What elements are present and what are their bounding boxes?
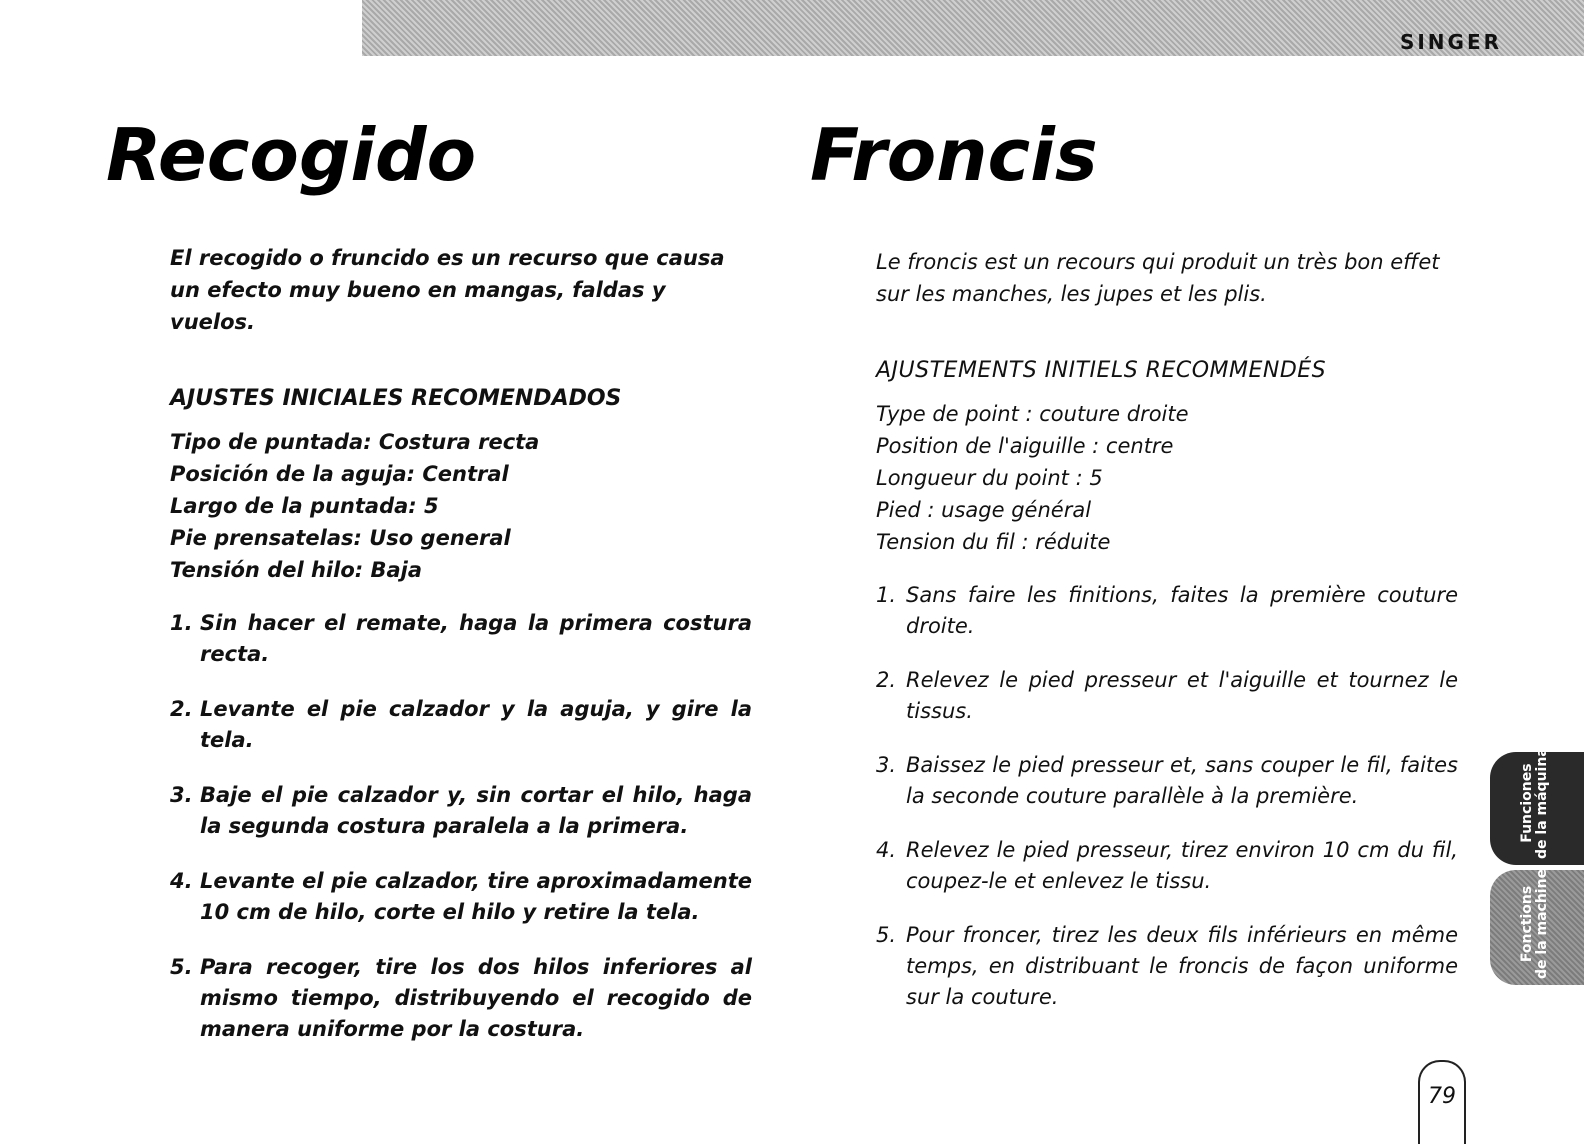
step-number: 4. — [876, 838, 897, 862]
setting-item: Tensión del hilo: Baja — [170, 558, 423, 582]
setting-item: Tipo de puntada: Costura recta — [170, 430, 540, 454]
intro-text: El recogido o fruncido es un recurso que causa un efecto muy bueno en mangas, faldas y vuelos. — [170, 246, 725, 334]
step-text: Levante el pie calzador y la aguja, y gire la tela. — [200, 697, 752, 752]
page-title-spanish: Recogido — [106, 113, 477, 197]
step-text: Sans faire les finitions, faites la première couture droite. — [906, 583, 1458, 638]
step-number: 2. — [876, 668, 897, 692]
steps-list — [876, 580, 1458, 1013]
page-number: 79 — [1428, 1084, 1456, 1109]
tab-label-line: de la máquina — [1534, 747, 1550, 859]
step-text: Para recoger, tire los dos hilos inferiores al mismo tiempo, distribuyendo el recogido de manera uniforme por la costura. — [200, 955, 752, 1041]
step-number: 4. — [170, 869, 193, 893]
settings-heading: AJUSTES INICIALES RECOMENDADOS — [170, 386, 622, 411]
tab-label-line: Funciones — [1519, 763, 1535, 843]
french-column — [876, 246, 1458, 1036]
step-text: Levante el pie calzador, tire aproximadamente 10 cm de hilo, corte el hilo y retire la tela. — [200, 869, 752, 924]
step-number: 5. — [876, 923, 897, 947]
settings-list — [876, 398, 1458, 558]
tab-label-line: de la machine — [1534, 868, 1550, 979]
step-number: 2. — [170, 697, 193, 721]
step-item — [876, 665, 1458, 727]
step-number: 3. — [170, 783, 193, 807]
setting-item: Type de point : couture droite — [876, 402, 1189, 426]
step-item — [170, 952, 752, 1045]
step-item — [876, 580, 1458, 642]
step-number: 5. — [170, 955, 193, 979]
step-text: Pour froncer, tirez les deux fils inférieurs en même temps, en distribuant le froncis de façon uniforme sur la couture. — [906, 923, 1458, 1009]
step-number: 1. — [876, 583, 897, 607]
step-item — [876, 920, 1458, 1013]
header-bar — [362, 0, 1584, 56]
setting-item: Pie prensatelas: Uso general — [170, 526, 511, 550]
step-text: Baissez le pied presseur et, sans couper le fil, faites la seconde couture parallèle à la première. — [906, 753, 1458, 808]
step-text: Relevez le pied presseur, tirez environ 10 cm du fil, coupez-le et enlevez le tissu. — [906, 838, 1458, 893]
step-item — [876, 835, 1458, 897]
step-number: 3. — [876, 753, 897, 777]
step-text: Sin hacer el remate, haga la primera costura recta. — [200, 611, 752, 666]
steps-list — [170, 608, 752, 1045]
settings-list — [170, 426, 752, 586]
step-item — [876, 750, 1458, 812]
step-number: 1. — [170, 611, 193, 635]
setting-item: Pied : usage général — [876, 498, 1092, 522]
page-number-badge — [1418, 1060, 1466, 1144]
page-title-french: Froncis — [810, 113, 1098, 197]
step-item — [170, 694, 752, 756]
setting-item: Tension du fil : réduite — [876, 530, 1111, 554]
section-tab-fonctions[interactable] — [1490, 870, 1584, 985]
settings-heading: AJUSTEMENTS INITIELS RECOMMENDÉS — [876, 358, 1327, 383]
brand-logo: SINGER — [1399, 30, 1502, 54]
intro-text: Le froncis est un recours qui produit un très bon effet sur les manches, les jupes et les plis. — [876, 250, 1440, 306]
step-text: Baje el pie calzador y, sin cortar el hilo, haga la segunda costura paralela a la primera. — [200, 783, 752, 838]
step-item — [170, 608, 752, 670]
setting-item: Posición de la aguja: Central — [170, 462, 509, 486]
step-text: Relevez le pied presseur et l'aiguille et tournez le tissus. — [906, 668, 1458, 723]
section-tab-label — [1520, 869, 1550, 979]
section-tab-funciones[interactable] — [1490, 747, 1584, 865]
setting-item: Longueur du point : 5 — [876, 466, 1103, 490]
tab-label-line: Fonctions — [1519, 885, 1535, 963]
step-item — [170, 866, 752, 928]
step-item — [170, 780, 752, 842]
setting-item: Position de l'aiguille : centre — [876, 434, 1174, 458]
spanish-column — [170, 242, 752, 1069]
section-tab-label — [1520, 747, 1550, 859]
setting-item: Largo de la puntada: 5 — [170, 494, 439, 518]
